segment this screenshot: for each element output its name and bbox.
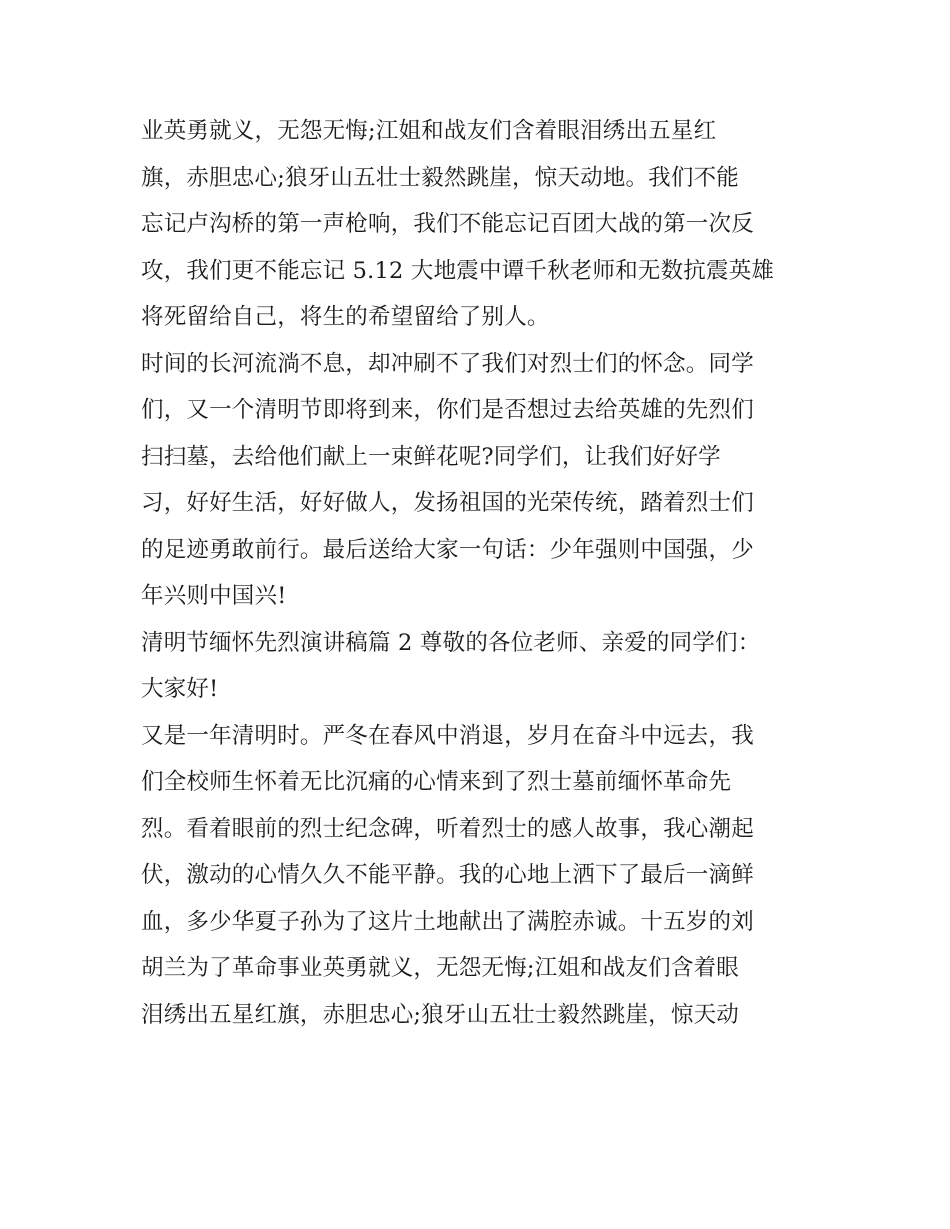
text-line: 习，好好生活，好好做人，发扬祖国的光荣传统，踏着烈士们 [141,490,754,516]
body-text [141,108,821,1038]
text-line: 业英勇就义，无怨无悔;江姐和战友们含着眼泪绣出五星红 [141,118,717,144]
text-line: 血，多少华夏子孙为了这片土地献出了满腔赤诚。十五岁的刘 [141,908,754,935]
text-line: 又是一年清明时。严冬在春风中消退，岁月在奋斗中远去，我 [141,722,754,749]
text-line: 烈。看着眼前的烈士纪念碑，听着烈士的感人故事，我心潮起 [141,815,754,842]
greeting-line: 大家好! [141,676,219,702]
text-line: 伏，激动的心情久久不能平静。我的心地上洒下了最后一滴鲜 [141,862,754,888]
text-line: 时间的长河流淌不息，却冲刷不了我们对烈士们的怀念。同学 [141,350,754,377]
text-line: 的足迹勇敢前行。最后送给大家一句话：少年强则中国强，少 [141,536,754,563]
text-line: 们全校师生怀着无比沉痛的心情来到了烈士墓前缅怀革命先 [141,769,732,795]
text-line: 攻，我们更不能忘记 5.12 大地震中谭千秋老师和无数抗震英雄 [141,257,775,284]
section-heading-line: 清明节缅怀先烈演讲稿篇 2 尊敬的各位老师、亲爱的同学们： [141,629,761,656]
text-line: 将死留给自己，将生的希望留给了别人。 [141,304,550,330]
text-line: 们，又一个清明节即将到来，你们是否想过去给英雄的先烈们 [141,397,754,423]
text-line: 胡兰为了革命事业英勇就义，无怨无悔;江姐和战友们含着眼 [141,955,739,981]
text-line: 旗，赤胆忠心;狼牙山五壮士毅然跳崖，惊天动地。我们不能 [141,164,739,191]
text-line: 泪绣出五星红旗，赤胆忠心;狼牙山五壮士毅然跳崖，惊天动 [141,1001,739,1028]
text-line: 年兴则中国兴! [141,583,287,609]
text-line: 忘记卢沟桥的第一声枪响，我们不能忘记百团大战的第一次反 [141,211,754,237]
text-line: 扫扫墓，去给他们献上一束鲜花呢?同学们，让我们好好学 [141,443,721,470]
